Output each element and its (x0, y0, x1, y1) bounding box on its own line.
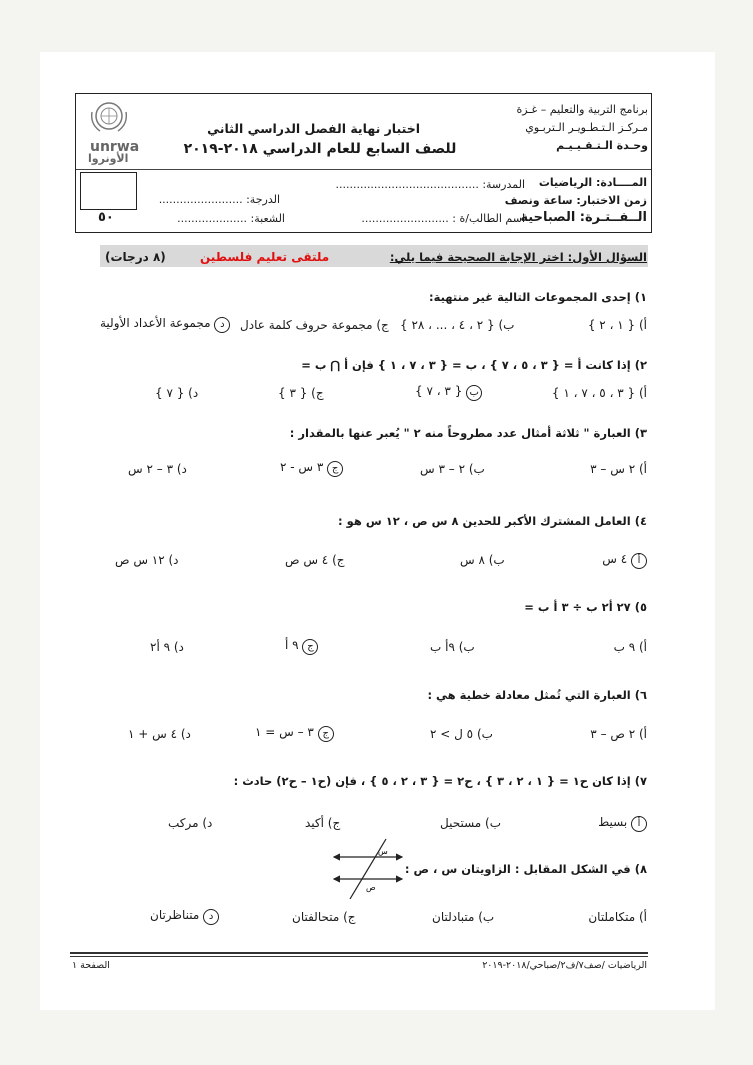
q2-option-b[interactable] (415, 384, 482, 401)
logo-text-ar: الأونروا (88, 152, 129, 165)
q2-circled-letter: ب (466, 385, 482, 401)
unrwa-emblem-icon (82, 98, 136, 138)
q3-option-c[interactable] (280, 460, 343, 477)
logo-text-en: unrwa (90, 139, 140, 155)
q5-option-a[interactable]: أ) ٩ ب (613, 640, 647, 654)
q7-option-d[interactable]: د) مركب (168, 816, 213, 830)
q8-option-b[interactable]: ب) متبادلتان (432, 910, 495, 924)
q1-option-d[interactable] (100, 316, 230, 333)
section-field: الشعبة: .................... (177, 212, 285, 225)
q6-option-d[interactable]: د) ٤ س + ١ (128, 727, 191, 741)
q8-circled-letter: د (203, 909, 219, 925)
header-divider (76, 169, 651, 170)
period-field: الــفــتـرة: الصباحية (520, 210, 647, 225)
q7-option-b[interactable]: ب) مستحيل (440, 816, 502, 830)
exam-title: اختبار نهاية الفصل الدراسي الثاني (207, 121, 420, 136)
q4-circled-letter: أ (631, 553, 647, 569)
q7-option-a-text: بسيط (598, 815, 628, 829)
q6-option-c-text: ٣ – س = ١ (255, 725, 314, 739)
angle-label-x: س (378, 847, 388, 856)
q4-option-a[interactable] (602, 552, 647, 569)
question-3-stem: ٣) العبارة " ثلاثة أمثال عدد مطروحاً منه ٢ " يُعبر عنها بالمقدار : (289, 426, 647, 440)
q8-option-d-text: متناظرتان (150, 908, 200, 922)
angle-label-y: ص (366, 883, 376, 892)
q8-option-d[interactable] (150, 908, 219, 925)
q6-option-a[interactable]: أ) ٢ ص – ٣ (590, 727, 647, 741)
q3-option-b[interactable]: ب) ٢ – ٣ س (420, 462, 485, 476)
q4-option-a-text: ٤ س (602, 552, 628, 566)
q5-option-c[interactable] (285, 638, 318, 655)
footer-divider-thin (70, 956, 648, 957)
student-field: اسم الطالب/ة : ......................... (361, 212, 525, 225)
q7-option-a[interactable] (598, 815, 647, 832)
section1-marks: (٨ درجات) (105, 250, 166, 264)
grade-box (80, 172, 137, 210)
section1-title: السؤال الأول: اختر الإجابة الصحيحة فيما يلي: (389, 250, 647, 264)
parallel-lines-figure (328, 836, 408, 902)
q6-circled-letter: ج (318, 726, 334, 742)
total-marks: ٥٠ (98, 210, 114, 225)
footer-code: الرياضيات /صف٧/ف٢/صباحي/٢٠١٨-٢٠١٩ (482, 960, 647, 971)
q1-option-c[interactable]: ج) مجموعة حروف كلمة عادل (240, 318, 389, 332)
q6-option-b[interactable]: ب) ٥ ل > ٢ (430, 727, 493, 741)
question-7-stem: ٧) إذا كان ح١ = { ١ ، ٢ ، ٣ } ، ح٢ = { ٣ ، ٢ ، ٥ } ، فإن (ح١ – ح٢) حادث : (233, 774, 647, 788)
q3-circled-letter: ج (327, 461, 343, 477)
question-1-stem: ١) إحدى المجموعات التالية غير منتهية: (429, 290, 647, 304)
school-field: المدرسة: ......................................... (335, 178, 525, 191)
q4-option-d[interactable]: د) ١٢ س ص (115, 553, 179, 567)
q3-option-c-text: ٣ س - ٢ (280, 460, 324, 474)
q8-option-c[interactable]: ج) متحالفتان (292, 910, 356, 924)
q7-option-c[interactable]: ج) أكيد (305, 816, 341, 830)
question-2-stem: ٢) إذا كانت أ = { ٣ ، ٥ ، ٧ } ، ب = { ٣ ، ٧ ، ١ } فإن أ ⋂ ب = (301, 358, 647, 372)
subject-field: المــــادة: الرياضيات (538, 176, 647, 189)
duration-field: زمن الاختبار: ساعة ونصف (504, 194, 647, 207)
q2-option-d[interactable]: د) { ٧ } (155, 386, 199, 400)
question-8-stem: ٨) في الشكل المقابل : الزاويتان س ، ص : (404, 862, 647, 876)
q5-circled-letter: ج (302, 639, 318, 655)
q5-option-b[interactable]: ب) ٩أ ب (430, 640, 475, 654)
q7-circled-letter: أ (631, 816, 647, 832)
q5-option-d[interactable]: د) ٩ أ٢ (150, 640, 184, 654)
q1-circled-letter: د (214, 317, 230, 333)
question-4-stem: ٤) العامل المشترك الأكبر للحدين ٨ س ص ، ١٢ س هو : (338, 514, 647, 528)
program-name: برنامج التربية والتعليم – غـزة (516, 103, 648, 116)
q4-option-b[interactable]: ب) ٨ س (460, 553, 505, 567)
page-number: الصفحة ١ (72, 960, 110, 971)
question-5-stem: ٥) ٢٧ أ٢ ب ÷ ٣ أ ب = (524, 600, 647, 614)
q1-option-b[interactable]: ب) { ٢ ، ٤ ، ... ، ٢٨ } (400, 318, 515, 332)
q5-option-c-text: ٩ أ (285, 638, 299, 652)
q6-option-c[interactable] (255, 725, 334, 742)
q4-option-c[interactable]: ج) ٤ س ص (285, 553, 345, 567)
q3-option-a[interactable]: أ) ٢ س – ٣ (590, 462, 647, 476)
q1-option-a[interactable]: أ) { ١ ، ٢ } (587, 318, 647, 332)
q8-option-a[interactable]: أ) متكاملتان (588, 910, 647, 924)
q3-option-d[interactable]: د) ٣ – ٢ س (128, 462, 187, 476)
grade-field: الدرجة: ........................ (158, 193, 280, 206)
q2-option-a[interactable]: أ) { ٣ ، ٥ ، ٧ ، ١ } (551, 386, 647, 400)
watermark-text: ملتقى تعليم فلسطين (200, 250, 330, 264)
q2-option-b-text: { ٣ ، ٧ } (415, 384, 463, 398)
q2-option-c[interactable]: ج) { ٣ } (278, 386, 324, 400)
question-6-stem: ٦) العبارة التي تُمثل معادلة خطية هي : (427, 688, 647, 702)
grade-year-title: للصف السابع للعام الدراسي ٢٠١٨-٢٠١٩ (183, 141, 457, 157)
center-name: مـركـز الـتـطـويـر الـتربـوي (525, 121, 648, 134)
unit-name: وحـدة الـتـقـيـيـم (556, 139, 648, 152)
q1-option-d-text: مجموعة الأعداد الأولية (100, 316, 211, 330)
footer-divider (70, 952, 648, 954)
